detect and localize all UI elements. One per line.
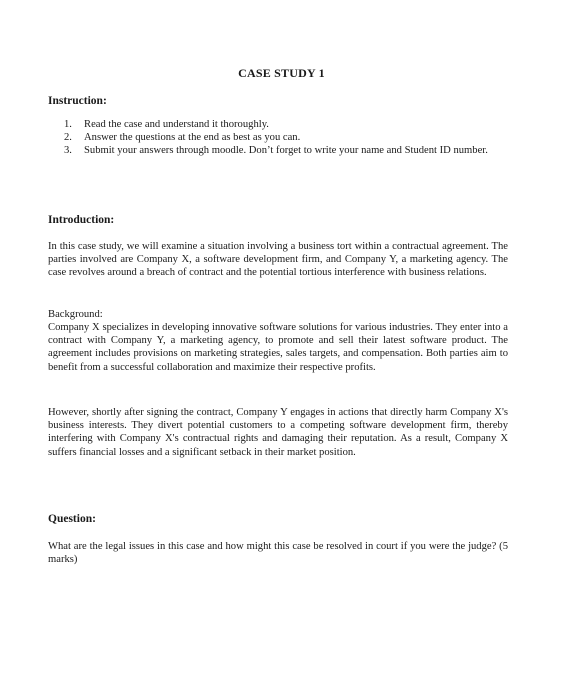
list-item-text: Read the case and understand it thoroughly. bbox=[84, 119, 269, 130]
introduction-heading: Introduction: bbox=[48, 214, 115, 226]
introduction-paragraph: In this case study, we will examine a situation involving a business tort within a contractual agreement. The parties involved are Company X, a software development firm, and Company Y, a marketing agency. The case revolves around a breach of contract and the potential tortious interference with business relations. bbox=[48, 241, 508, 279]
list-item-text: Answer the questions at the end as best as you can. bbox=[84, 132, 301, 143]
question-paragraph: What are the legal issues in this case and how might this case be resolved in court if you were the judge? (5 marks) bbox=[48, 541, 508, 566]
background-paragraph: Company X specializes in developing innovative software solutions for various industries. They enter into a contract with Company Y, a marketing agency, to promote and sell their latest software product. The agreement includes provisions on marketing strategies, sales targets, and compensation. Both parties aim to benefit from a successful collaboration and maximize their respective profits. bbox=[48, 322, 508, 373]
document-title: CASE STUDY 1 bbox=[238, 66, 325, 80]
list-item bbox=[64, 118, 514, 131]
list-item-number: 3. bbox=[64, 145, 72, 156]
list-item bbox=[64, 131, 514, 144]
list-item-number: 1. bbox=[64, 119, 72, 130]
instruction-heading: Instruction: bbox=[48, 95, 107, 107]
list-item-number: 2. bbox=[64, 132, 72, 143]
background-label: Background: bbox=[48, 309, 103, 320]
however-paragraph: However, shortly after signing the contract, Company Y engages in actions that directly harm Company X's business interests. They divert potential customers to a competing software development firm, thereby interfering with Company X's contractual rights and damaging their reputation. As a result, Company X suffers financial losses and a significant setback in their market position. bbox=[48, 407, 508, 458]
instruction-list bbox=[64, 118, 514, 157]
list-item bbox=[64, 144, 514, 157]
question-heading: Question: bbox=[48, 513, 96, 525]
list-item-text: Submit your answers through moodle. Don’t forget to write your name and Student ID number. bbox=[84, 145, 488, 156]
